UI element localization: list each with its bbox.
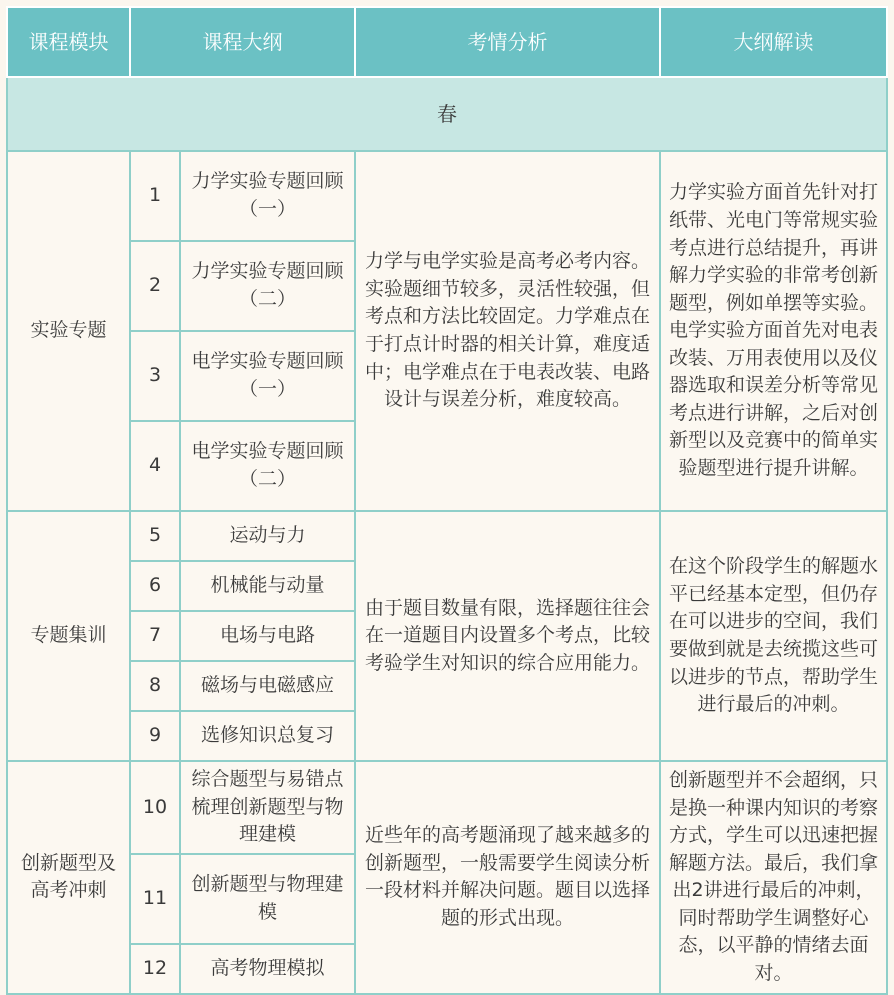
reading-cell: 创新题型并不会超纲，只是换一种课内知识的考察方式，学生可以迅速把握解题方法。最后，我们拿出2讲进行最后的冲刺，同时帮助学生调整好心态，以平静的情绪去面对。 xyxy=(660,761,887,994)
header-module: 课程模块 xyxy=(7,7,130,77)
lesson-title: 力学实验专题回顾（一） xyxy=(180,151,355,241)
module-cell: 专题集训 xyxy=(7,511,130,761)
reading-cell: 力学实验方面首先针对打纸带、光电门等常规实验考点进行总结提升，再讲解力学实验的非常考创新题型，例如单摆等实验。电学实验方面首先对电表改装、万用表使用以及仪器选取和误差分析等常见考点进行讲解，之后对创新型以及竞赛中的简单实验题型进行提升讲解。 xyxy=(660,151,887,511)
season-label: 春 xyxy=(7,77,887,151)
lesson-title: 电学实验专题回顾（二） xyxy=(180,421,355,511)
lesson-title: 机械能与动量 xyxy=(180,561,355,611)
course-outline-table xyxy=(6,6,888,995)
lesson-number: 5 xyxy=(130,511,180,561)
lesson-title: 力学实验专题回顾（二） xyxy=(180,241,355,331)
lesson-number: 7 xyxy=(130,611,180,661)
season-row xyxy=(7,77,887,151)
analysis-cell: 近些年的高考题涌现了越来越多的创新题型，一般需要学生阅读分析一段材料并解决问题。题目以选择题的形式出现。 xyxy=(355,761,660,994)
header-reading: 大纲解读 xyxy=(660,7,887,77)
analysis-cell: 由于题目数量有限，选择题往往会在一道题目内设置多个考点，比较考验学生对知识的综合应用能力。 xyxy=(355,511,660,761)
lesson-number: 10 xyxy=(130,761,180,854)
lesson-number: 8 xyxy=(130,661,180,711)
lesson-title: 磁场与电磁感应 xyxy=(180,661,355,711)
lesson-title: 综合题型与易错点梳理创新题型与物理建模 xyxy=(180,761,355,854)
lesson-title: 创新题型与物理建模 xyxy=(180,854,355,944)
lesson-number: 6 xyxy=(130,561,180,611)
lesson-number: 4 xyxy=(130,421,180,511)
lesson-number: 12 xyxy=(130,944,180,994)
analysis-cell: 力学与电学实验是高考必考内容。实验题细节较多，灵活性较强，但考点和方法比较固定。力学难点在于打点计时器的相关计算，难度适中；电学难点在于电表改装、电路设计与误差分析，难度较高。 xyxy=(355,151,660,511)
lesson-number: 3 xyxy=(130,331,180,421)
lesson-title: 选修知识总复习 xyxy=(180,711,355,761)
lesson-number: 2 xyxy=(130,241,180,331)
lesson-number: 11 xyxy=(130,854,180,944)
table-row xyxy=(7,151,887,241)
header-row xyxy=(7,7,887,77)
reading-cell: 在这个阶段学生的解题水平已经基本定型，但仍存在可以进步的空间，我们要做到就是去统揽这些可以进步的节点，帮助学生进行最后的冲刺。 xyxy=(660,511,887,761)
lesson-title: 电学实验专题回顾（一） xyxy=(180,331,355,421)
lesson-number: 1 xyxy=(130,151,180,241)
lesson-number: 9 xyxy=(130,711,180,761)
lesson-title: 电场与电路 xyxy=(180,611,355,661)
module-cell: 创新题型及高考冲刺 xyxy=(7,761,130,994)
module-cell: 实验专题 xyxy=(7,151,130,511)
table-row xyxy=(7,511,887,561)
table-row xyxy=(7,761,887,854)
lesson-title: 高考物理模拟 xyxy=(180,944,355,994)
header-outline: 课程大纲 xyxy=(130,7,355,77)
header-analysis: 考情分析 xyxy=(355,7,660,77)
lesson-title: 运动与力 xyxy=(180,511,355,561)
